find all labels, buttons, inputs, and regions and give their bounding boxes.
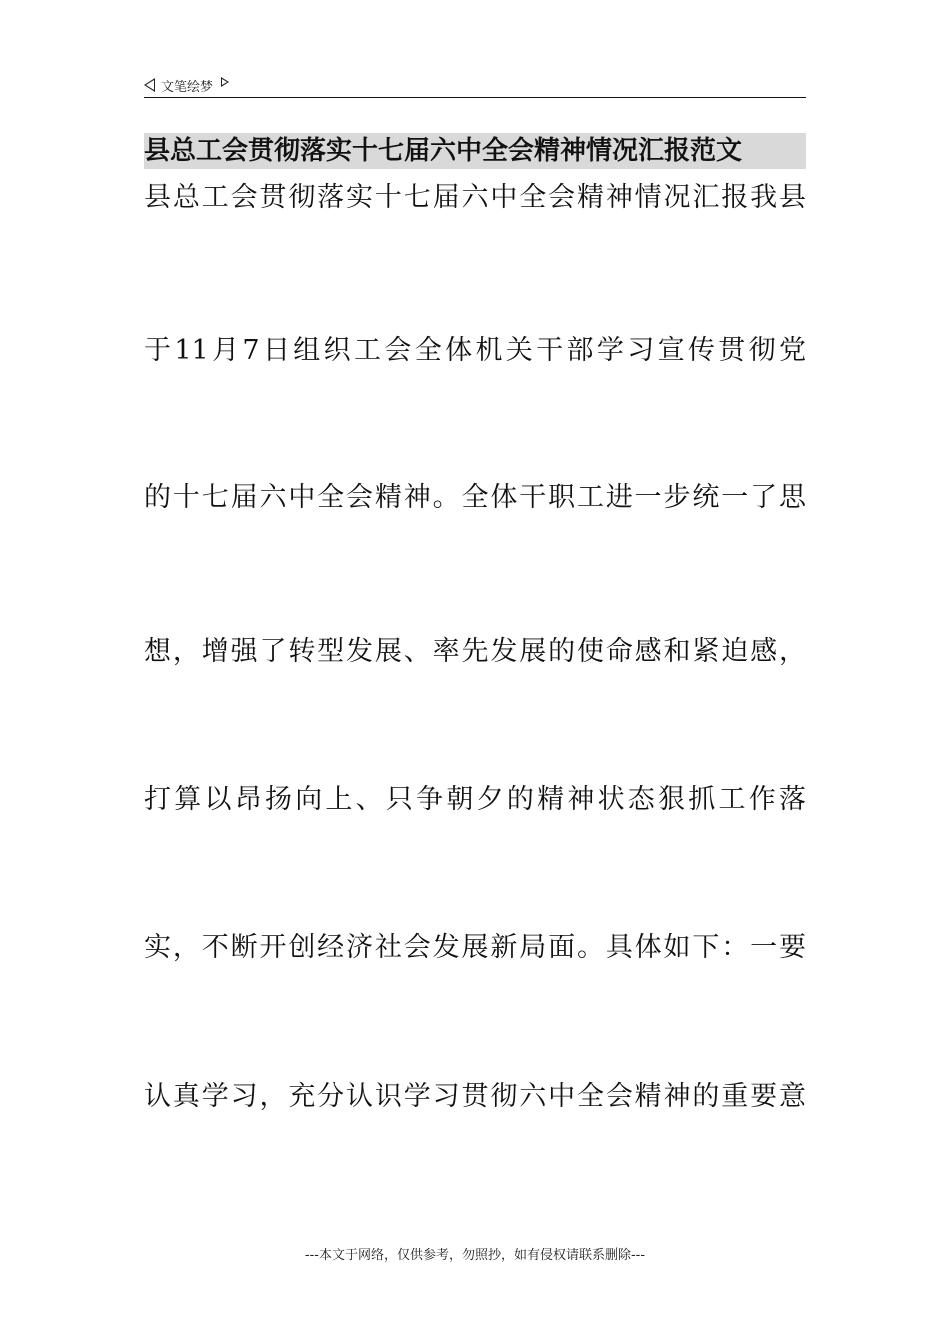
header-divider <box>144 97 806 98</box>
body-line-7: 认真学习，充分认识学习贯彻六中全会精神的重要意 <box>144 1081 806 1112</box>
triangle-left-icon <box>144 78 155 92</box>
body-line-3: 的十七届六中全会精神。全体干职工进一步统一了思 <box>144 482 806 513</box>
document-title: 县总工会贯彻落实十七届六中全会精神情况汇报范文 <box>144 133 806 169</box>
body-line-2: 于11月7日组织工会全体机关干部学习宣传贯彻党 <box>144 335 806 366</box>
page-header <box>144 74 229 96</box>
body-line-6: 实，不断开创经济社会发展新局面。具体如下：一要 <box>144 932 806 963</box>
triangle-right-icon <box>221 77 229 87</box>
footer-disclaimer: ---本文于网络，仅供参考，勿照抄，如有侵权请联系删除--- <box>304 1248 646 1263</box>
header-title: 文笔绘梦 <box>161 79 214 95</box>
body-line-4: 想，增强了转型发展、率先发展的使命感和紧迫感， <box>144 636 806 667</box>
body-line-5: 打算以昂扬向上、只争朝夕的精神状态狠抓工作落 <box>144 784 806 815</box>
body-line-1: 县总工会贯彻落实十七届六中全会精神情况汇报我县 <box>144 182 806 213</box>
